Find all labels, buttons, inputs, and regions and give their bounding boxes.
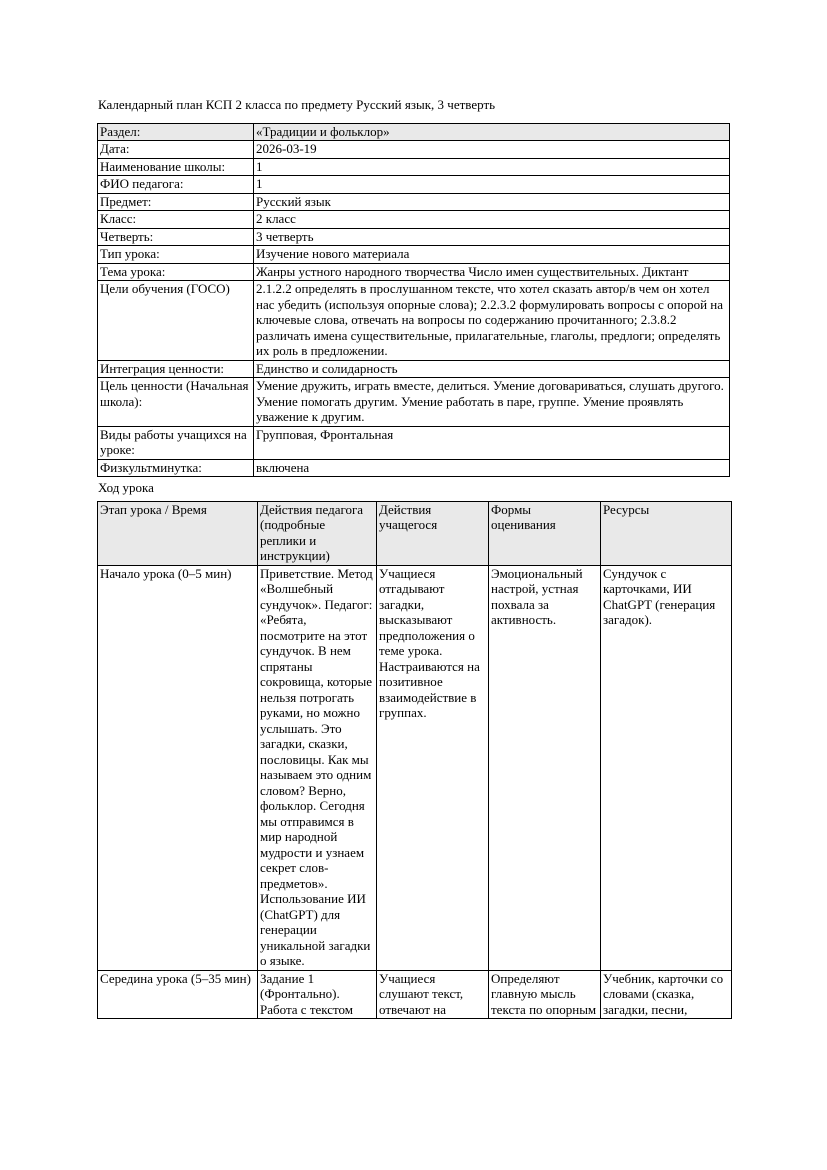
info-row-class xyxy=(98,211,730,229)
info-value: Жанры устного народного творчества Число имен существительных. Диктант xyxy=(254,263,730,281)
stage-cell: Начало урока (0–5 мин) xyxy=(98,565,258,970)
info-label: Тип урока: xyxy=(98,246,254,264)
assessment-cell: Эмоциональный настрой, устная похвала за активность. xyxy=(489,565,601,970)
lesson-row-middle xyxy=(98,970,732,1019)
info-label: ФИО педагога: xyxy=(98,176,254,194)
student-actions-cell: Учащиеся отгадывают загадки, высказывают предположения о теме урока. Настраиваются на позитивное взаимодействие в группах. xyxy=(377,565,489,970)
stage-cell: Середина урока (5–35 мин) xyxy=(98,970,258,1019)
info-row-work-types xyxy=(98,426,730,459)
info-value: Русский язык xyxy=(254,193,730,211)
column-header-student-actions: Действия учащегося xyxy=(377,501,489,565)
info-label: Раздел: xyxy=(98,123,254,141)
teacher-actions-cell: Задание 1 (Фронтально). Работа с текстом xyxy=(258,970,377,1019)
lesson-table-header-row xyxy=(98,501,732,565)
resources-cell: Сундучок с карточками, ИИ ChatGPT (генерация загадок). xyxy=(601,565,732,970)
info-row-lesson-topic xyxy=(98,263,730,281)
resources-cell: Учебник, карточки со словами (сказка, загадки, песни, xyxy=(601,970,732,1019)
info-row-teacher-name xyxy=(98,176,730,194)
lesson-flow-table xyxy=(97,501,732,1020)
info-row-goals xyxy=(98,281,730,361)
teacher-actions-cell: Приветствие. Метод «Волшебный сундучок». Педагог: «Ребята, посмотрите на этот сундучок. В нем спрятаны сокровища, которые нельзя потрогать руками, но можно услышать. Это загадки, сказки, пословицы. Как мы называем это одним словом? Верно, фольклор. Сегодня мы отправимся в мир народной мудрости и узнаем секрет слов-предметов». Использование ИИ (ChatGPT) для генерации уникальной загадки о языке. xyxy=(258,565,377,970)
column-header-resources: Ресурсы xyxy=(601,501,732,565)
info-label: Дата: xyxy=(98,141,254,159)
info-row-quarter xyxy=(98,228,730,246)
info-label: Тема урока: xyxy=(98,263,254,281)
lesson-row-start xyxy=(98,565,732,970)
info-value: 2026-03-19 xyxy=(254,141,730,159)
section-heading: Ход урока xyxy=(98,480,154,495)
info-row-data xyxy=(98,141,730,159)
info-row-lesson-type xyxy=(98,246,730,264)
column-header-assessment: Формы оценивания xyxy=(489,501,601,565)
student-actions-cell: Учащиеся слушают текст, отвечают на xyxy=(377,970,489,1019)
column-header-stage: Этап урока / Время xyxy=(98,501,258,565)
info-value: 3 четверть xyxy=(254,228,730,246)
column-header-teacher-actions: Действия педагога (подробные реплики и инструкции) xyxy=(258,501,377,565)
document-body xyxy=(97,97,729,1019)
info-row-physical-minute xyxy=(98,459,730,477)
info-value: включена xyxy=(254,459,730,477)
lesson-info-table xyxy=(97,123,730,478)
info-value: Умение дружить, играть вместе, делиться. Умение договариваться, слушать другого. Умение помогать другим. Умение работать в паре, группе. Умение проявлять уважение к другим. xyxy=(254,378,730,427)
info-value: 2 класс xyxy=(254,211,730,229)
info-row-value-goal xyxy=(98,378,730,427)
info-value: «Традиции и фольклор» xyxy=(254,123,730,141)
info-label: Наименование школы: xyxy=(98,158,254,176)
info-row-subject xyxy=(98,193,730,211)
info-row-values-integration xyxy=(98,360,730,378)
info-label: Класс: xyxy=(98,211,254,229)
info-value: 1 xyxy=(254,176,730,194)
info-label: Четверть: xyxy=(98,228,254,246)
info-value: Групповая, Фронтальная xyxy=(254,426,730,459)
info-row-razdel xyxy=(98,123,730,141)
info-value: 1 xyxy=(254,158,730,176)
info-label: Виды работы учащихся на уроке: xyxy=(98,426,254,459)
info-label: Интеграция ценности: xyxy=(98,360,254,378)
document-title: Календарный план КСП 2 класса по предмету Русский язык, 3 четверть xyxy=(98,97,496,112)
info-row-school xyxy=(98,158,730,176)
info-value: Единство и солидарность xyxy=(254,360,730,378)
info-label: Цель ценности (Начальная школа): xyxy=(98,378,254,427)
info-value: 2.1.2.2 определять в прослушанном тексте, что хотел сказать автор/в чем он хотел нас убедить (используя опорные слова); 2.2.3.2 формулировать вопросы с опорой на ключевые слова, отвечать на вопросы по содержанию прочитанного; 2.3.8.2 различать имена существительные, прилагательные, глаголы, предлоги; определять их роль в предложении. xyxy=(254,281,730,361)
info-label: Предмет: xyxy=(98,193,254,211)
info-label: Физкультминутка: xyxy=(98,459,254,477)
info-value: Изучение нового материала xyxy=(254,246,730,264)
info-label: Цели обучения (ГОСО) xyxy=(98,281,254,361)
assessment-cell: Определяют главную мысль текста по опорным xyxy=(489,970,601,1019)
